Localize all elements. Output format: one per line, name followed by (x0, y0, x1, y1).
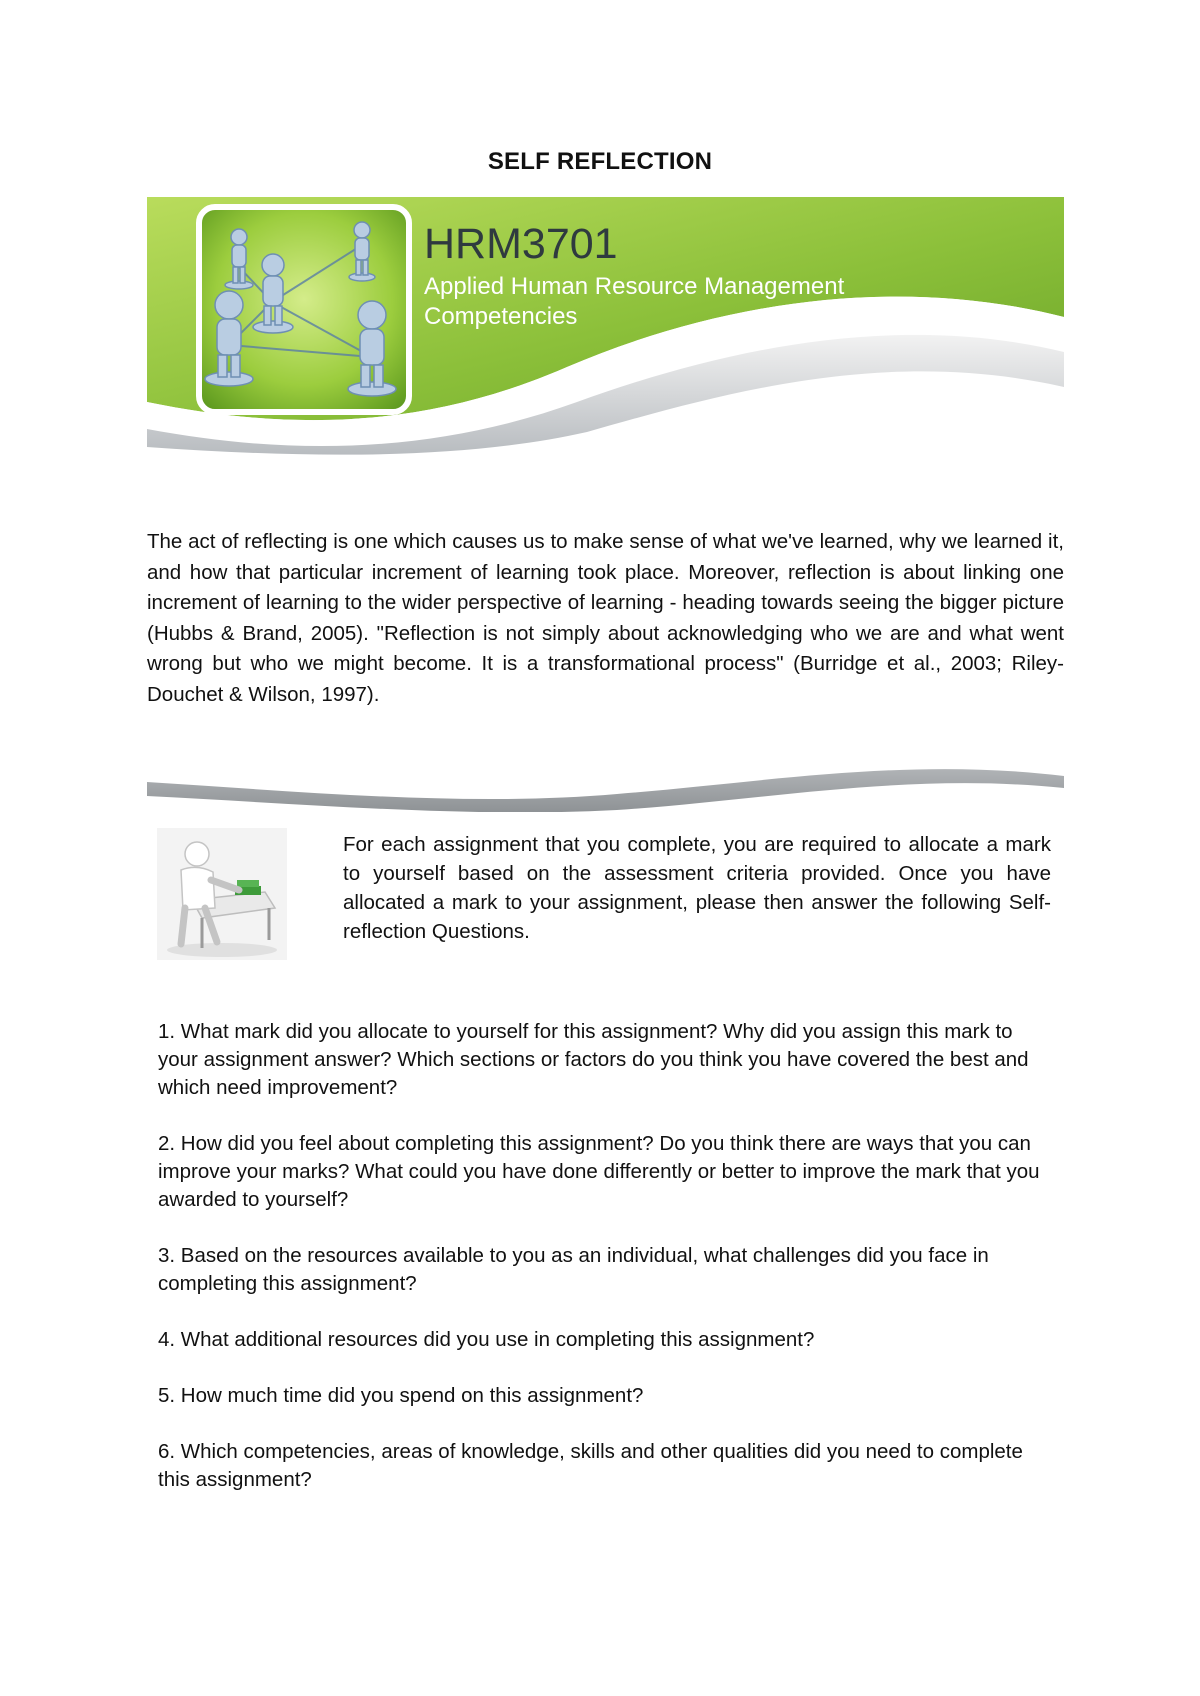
course-name-line-2: Competencies (424, 303, 578, 330)
reflection-questions (158, 1018, 1058, 1522)
course-banner (147, 197, 1064, 459)
course-name-line-1: Applied Human Resource Management (424, 273, 845, 300)
question-item: 1. What mark did you allocate to yourself for this assignment? Why did you assign this mark to your assignment answer? Which sections or factors do you think you have covered the best and which need improvement? (158, 1020, 1029, 1099)
question-item: 3. Based on the resources available to you as an individual, what challenges did you face in completing this assignment? (158, 1244, 989, 1295)
question-item: 2. How did you feel about completing this assignment? Do you think there are ways that you can improve your marks? What could you have done differently or better to improve the mark that you awarded to yourself? (158, 1132, 1040, 1211)
question-item: 5. How much time did you spend on this assignment? (158, 1384, 644, 1407)
course-name (424, 272, 844, 332)
student-at-desk-icon (157, 828, 287, 960)
question-item: 4. What additional resources did you use in completing this assignment? (158, 1328, 815, 1351)
wave-divider (147, 752, 1064, 812)
question-item: 6. Which competencies, areas of knowledge, skills and other qualities did you need to complete this assignment? (158, 1440, 1023, 1491)
course-code: HRM3701 (424, 220, 618, 268)
intro-paragraph: The act of reflecting is one which causes us to make sense of what we've learned, why we learned it, and how that particular increment of learning took place. Moreover, reflection is about linking one increment of learning to the wider perspective of learning - heading towards seeing the bigger picture (Hubbs & Brand, 2005). "Reflection is not simply about acknowledging who we are and what went wrong but who we might become. It is a transformational process" (Burridge et al., 2003; Riley-Douchet & Wilson, 1997). (147, 530, 1064, 706)
instructions-paragraph: For each assignment that you complete, you are required to allocate a mark to yourself based on the assessment criteria provided. Once you have allocated a mark to your assignment, please then answer the following Self-reflection Questions. (343, 833, 1051, 943)
page-title: SELF REFLECTION (487, 148, 713, 175)
